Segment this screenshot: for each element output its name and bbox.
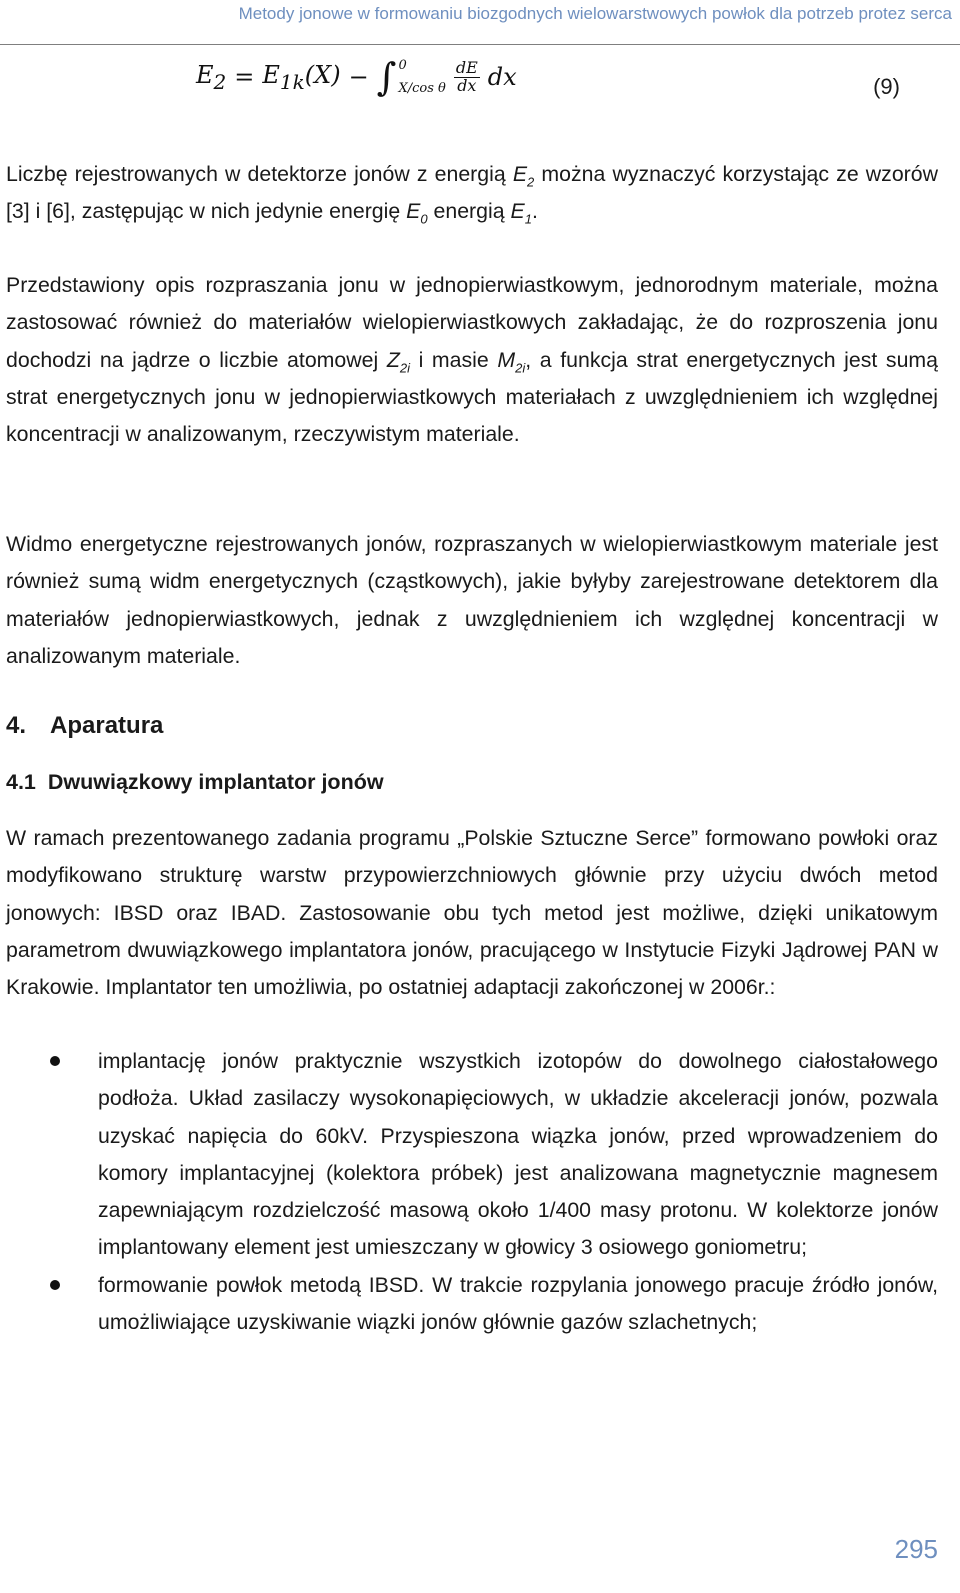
section-title: Aparatura <box>50 712 164 739</box>
subsection-heading <box>6 770 384 795</box>
section-heading <box>6 712 163 740</box>
integral-limits <box>398 59 445 95</box>
fraction-denominator: dx <box>457 75 477 95</box>
header-divider <box>0 44 960 45</box>
subsection-number: 4.1 <box>6 770 36 794</box>
bullet-icon <box>50 1056 60 1066</box>
page-number: 295 <box>894 1534 938 1564</box>
paragraph-4: W ramach prezentowanego zadania programu „Polskie Sztuczne Serce” formowano powłoki oraz modyfikowano strukturę warstw przypowierzchniowych głównie przy użyciu dwóch metod jonowych: IBSD oraz IBAD. Zastosowanie obu tych metod jest możliwe, dzięki unikatowym parametrom dwuwiązkowego implantatora jonów, pracującego w Instytucie Fizyki Jądrowej PAN w Krakowie. Implantator ten umożliwia, po ostatniej adaptacji zakończonej w 2006r.: <box>6 826 938 1000</box>
paragraph-3: Widmo energetyczne rejestrowanych jonów, rozpraszanych w wielopierwiastkowym materiale jest również sumą widm energetycznych (cząstkowych), jakie byłyby zarejestrowane detektorem dla materiałów jednopierwiastkowych, jednak z uwzględnieniem ich względnej koncentracji w analizowanym materiale. <box>6 532 938 668</box>
equation-9 <box>196 55 517 99</box>
eq-term1: $E_{1k}(X)$ <box>262 60 341 94</box>
running-header: Metody jonowe w formowaniu biozgodnych wielowarstwowych powłok dla potrzeb protez serca <box>238 4 952 23</box>
paragraph-2: Przedstawiony opis rozpraszania jonu w jednopierwiastkowym, jednorodnym materiale, można zastosować również do materiałów wielopierwiastkowych zakładając, że do rozproszenia jonu dochodzi na jądrze o liczbie atomowej $Z_{2i}$ i masie $M_{2i}$, a funkcja strat energetycznych jest sumą strat energetycznych jonu w jednopierwiastkowych materiałach z uwzględnieniem ich względnej koncentracji w analizowanym, rzeczywistym materiale. <box>6 273 938 447</box>
integral-sign: ∫ <box>376 55 397 99</box>
list-item: formowanie powłok metodą IBSD. W trakcie rozpylania jonowego pracuje źródło jonów, umożliwiające uzyskiwanie wiązki jonów głównie gazów szlachetnych; <box>0 1267 938 1342</box>
eq-minus: − <box>348 63 369 91</box>
paragraph-1: Liczbę rejestrowanych w detektorze jonów z energią $E_2$ można wyznaczyć korzystając ze wzorów [3] i [6], zastępując w nich jedynie energię $E_0$ energią $E_1$. <box>6 162 938 227</box>
section-number: 4. <box>6 712 27 739</box>
subsection-title: Dwuwiązkowy implantator jonów <box>47 770 384 794</box>
bullet-list <box>0 1043 938 1341</box>
eq-differential: dx <box>487 63 517 91</box>
fraction-numerator: dE <box>455 57 478 77</box>
equation-number: (9) <box>873 74 900 99</box>
eq-equals: = <box>234 63 255 91</box>
eq-fraction <box>454 57 480 95</box>
upper-limit: 0 <box>398 58 407 73</box>
lower-limit: X/cos θ <box>398 81 446 96</box>
bullet-icon <box>50 1280 60 1290</box>
eq-lhs: $E_2$ <box>196 60 227 94</box>
list-item: implantację jonów praktycznie wszystkich izotopów do dowolnego ciałostałowego podłoża. Układ zasilaczy wysokonapięciowych, w układzie akceleracji jonów, pozwala uzyskać napięcia do 60kV. Przyspieszona wiązka jonów, przed wprowadzeniem do komory implantacyjnej (kolektora próbek) jest analizowana magnetycznie magnesem zapewniającym rozdzielczość masową około 1/400 masy protonu. W kolektorze jonów implantowany element jest umieszczany w głowicy 3 osiowego goniometru; <box>0 1043 938 1267</box>
